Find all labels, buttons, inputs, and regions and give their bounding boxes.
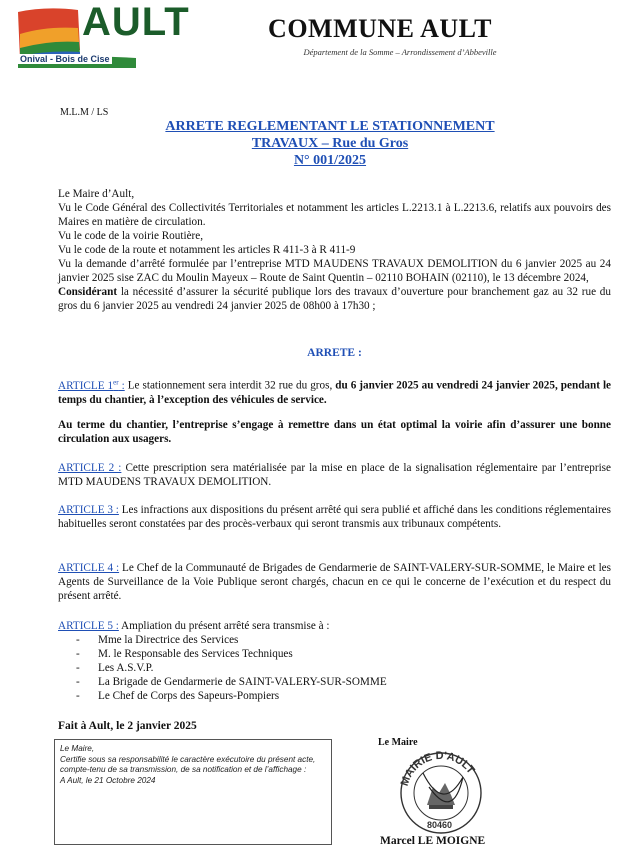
article-4-text: Le Chef de la Communauté de Brigades de Gendarmerie de SAINT-VALERY-SUR-SOMME, le Maire et les Agents de Surveillance de la Voie Publique seront chargés, chacun en ce qui le concerne de l’exécution et du respect du présent arrêté. <box>58 562 611 602</box>
article-5 <box>58 619 611 703</box>
article-5-text: Ampliation du présent arrêté sera transmise à : <box>118 620 330 632</box>
preamble-line: Le Maire d’Ault, <box>58 188 135 200</box>
signatory-name: Marcel LE MOIGNE <box>380 835 486 847</box>
list-item: - Les A.S.V.P. <box>58 661 611 675</box>
certification-line: Le Maire, <box>60 744 95 753</box>
preamble-line: Vu le code de la voirie Routière, <box>58 230 204 242</box>
considerant-text: la nécessité d’assurer la sécurité publique lors des travaux d’ouverture pour branchement gaz au 32 rue du gros du 6 janvier 2025 au vendredi 24 janvier 2025 de 08h00 à 17h30 ; <box>58 286 611 312</box>
signing-place-date: Fait à Ault, le 2 janvier 2025 <box>58 720 197 732</box>
preamble-line: Vu le Code Général des Collectivités Territoriales et notamment les articles L.2213.1 à L.2213.6, relatifs aux pouvoirs des Maires en matière de circulation. <box>58 202 611 228</box>
article-3-text: Les infractions aux dispositions du présent arrêté qui sera publié et affiché dans les conditions réglementaires habituelles seront constatées par des procès-verbaux qui seront transmis aux tribunaux compétents. <box>58 504 611 530</box>
certification-line: Certifie sous sa responsabilité le caractère exécutoire du présent acte, compte-tenu de sa transmission, de sa notification et de l’affichage : <box>60 754 316 774</box>
preamble-line: Vu le code de la route et notamment les articles R 411-3 à R 411-9 <box>58 244 356 256</box>
preamble <box>58 187 611 313</box>
article-2 <box>58 461 611 489</box>
certification-line: A Ault, le 21 Octobre 2024 <box>60 775 156 785</box>
signatory-role: Le Maire <box>378 737 418 748</box>
stamp-postcode: 80460 <box>427 820 453 830</box>
decree-title-line-2: TRAVAUX – Rue du Gros <box>251 136 409 151</box>
article-1-text: Le stationnement sera interdit 32 rue du gros, <box>124 379 336 392</box>
recipients-list <box>58 633 611 703</box>
article-5-label: ARTICLE 5 : <box>58 620 119 632</box>
article-1-label: ARTICLE 1er : <box>58 378 125 392</box>
list-item: - Mme la Directrice des Services <box>58 633 611 647</box>
arrete-heading: ARRETE : <box>307 347 362 359</box>
preamble-line: Vu la demande d’arrêté formulée par l’entreprise MTD MAUDENS TRAVAUX DEMOLITION du 6 janvier 2025 au 24 janvier 2025 sise ZAC du Moulin Mayeux – Route de Saint Quentin – 02110 BOHAIN (02110), le 13 décembre 2024, <box>58 258 611 284</box>
article-4 <box>58 561 611 603</box>
article-1-dates: du 6 janvier 2025 au vendredi 24 janvier 2025, pendant le temps du chantier, à l’exception des véhicules de service. <box>58 379 612 406</box>
decree-title-line-3: N° 001/2025 <box>293 153 367 168</box>
commune-logo <box>16 0 190 70</box>
decree-title-line-1: ARRETE REGLEMENTANT LE STATIONNEMENT <box>165 119 495 134</box>
list-item: - M. le Responsable des Services Techniques <box>58 647 611 661</box>
chantier-note: Au terme du chantier, l’entreprise s’engage à remettre dans un état optimal la voirie afin d’assurer une bonne circulation aux usagers. <box>58 419 611 445</box>
article-4-label: ARTICLE 4 : <box>58 562 120 574</box>
page-title: COMMUNE AULT <box>268 14 492 43</box>
mayor-stamp <box>393 743 489 839</box>
article-3 <box>58 503 611 531</box>
article-1 <box>58 375 611 407</box>
logo-tagline: Onival - Bois de Cise <box>20 54 110 64</box>
considerant-label: Considérant <box>58 286 118 298</box>
list-item: - Le Chef de Corps des Sapeurs-Pompiers <box>58 689 611 703</box>
certification-box <box>54 739 332 845</box>
decree-title <box>60 118 600 169</box>
stamp-text: MAIRIE D'AULT <box>398 749 477 788</box>
logo-name: AULT <box>82 0 190 44</box>
considerant-paragraph <box>58 285 611 313</box>
article-2-label: ARTICLE 2 : <box>58 462 122 474</box>
article-2-text: Cette prescription sera matérialisée par la mise en place de la signalisation réglementaire par l’entreprise MTD MAUDENS TRAVAUX DEMOLITION. <box>58 462 611 488</box>
article-3-label: ARTICLE 3 : <box>58 504 119 516</box>
document-reference: M.L.M / LS <box>60 107 109 118</box>
list-item: - La Brigade de Gendarmerie de SAINT-VALERY-SUR-SOMME <box>58 675 611 689</box>
page-subtitle: Département de la Somme – Arrondissement d’Abbeville <box>303 47 497 57</box>
